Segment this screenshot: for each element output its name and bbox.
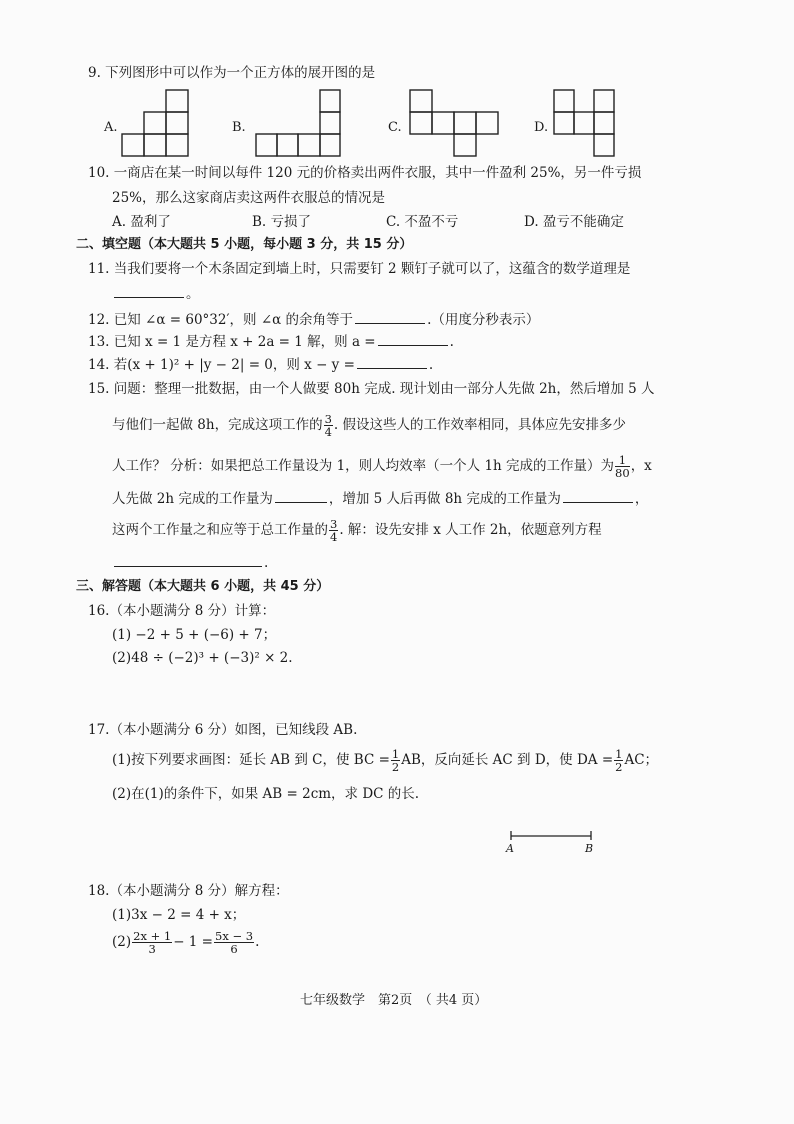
q15-line5-text: 这两个工作量之和应等于总工作量的: [112, 522, 328, 538]
q11-line1: 11. 当我们要将一个木条固定到墙上时，只需要钉 2 颗钉子就可以了，这蕴含的数学道理是: [88, 261, 631, 277]
q15-line6: [112, 553, 268, 572]
q18-fraction-left: $\frac{2x + 1}{3}$: [133, 929, 172, 956]
q13: [88, 332, 454, 351]
q11-blank[interactable]: [114, 284, 184, 298]
q17-part1-text: (1)按下列要求画图：延长 AB 到 C，使 BC =: [112, 752, 390, 768]
q9-option-d-net: [554, 90, 634, 160]
q9-option-b-label: B.: [232, 120, 246, 135]
q10-option-d: D. 盈亏不能确定: [524, 214, 624, 230]
page-footer: 七年级数学 第2页 （ 共4 页）: [300, 993, 488, 1008]
q9-option-c-label: C.: [388, 120, 402, 135]
q15-blank-3[interactable]: [114, 553, 262, 567]
q15-line1: 15. 问题：整理一批数据，由一个人做要 80h 完成. 现计划由一部分人先做 2h，然后增加 5 人: [88, 381, 655, 397]
q15-line4-end: ，: [634, 491, 649, 507]
q9-option-c-net: [410, 90, 510, 160]
q13-end: .: [449, 334, 454, 350]
q9-option-d-label: D.: [534, 120, 549, 135]
q9-stem: 9. 下列图形中可以作为一个正方体的展开图的是: [88, 65, 376, 81]
q10-line2: 25%，那么这家商店卖这两件衣服总的情况是: [112, 190, 386, 206]
q17-point-b-label: B: [585, 842, 594, 855]
q14: [88, 355, 433, 374]
q14-end: .: [428, 357, 434, 373]
q18-part2-label: (2): [112, 934, 132, 950]
q11-end: 。: [186, 286, 200, 302]
section-3-heading: 三、解答题（本大题共 6 小题，共 45 分）: [76, 579, 330, 594]
q15-line2: [112, 411, 626, 439]
q17-part2: (2)在(1)的条件下，如果 AB = 2cm，求 DC 的长.: [112, 786, 420, 802]
q15-line4-text: 人先做 2h 完成的工作量为: [112, 491, 273, 507]
section-2-heading: 二、填空题（本大题共 5 小题，每小题 3 分，共 15 分）: [76, 237, 413, 252]
q15-fraction-3-4-b: $\frac{3}{4}$: [330, 517, 338, 544]
q15-line4: [112, 489, 648, 508]
q10-option-a: A. 盈利了: [112, 214, 171, 230]
q16-part1: (1) −2 + 5 + (−6) + 7；: [112, 627, 277, 643]
q9-option-a-label: A.: [104, 120, 118, 135]
q18-part2: [112, 926, 259, 958]
q15-line3-rest: ，x: [630, 458, 652, 474]
q17-part1-end: AC；: [624, 752, 659, 768]
q17-point-a-label: A: [506, 842, 514, 855]
q16-part2: (2)48 ÷ (−2)³ + (−3)² × 2.: [112, 650, 293, 666]
q10-option-c: C. 不盈不亏: [386, 214, 459, 230]
q15-line5-rest: . 解：设先安排 x 人工作 2h，依题意列方程: [339, 522, 602, 538]
q18-stem: 18.（本小题满分 8 分）解方程：: [88, 883, 289, 899]
q12-blank[interactable]: [355, 310, 425, 324]
q15-blank-2[interactable]: [563, 489, 633, 503]
q17-fraction-half-1: $\frac{1}{2}$: [391, 747, 400, 774]
q10-line1: 10. 一商店在某一时间以每件 120 元的价格卖出两件衣服，其中一件盈利 25%，另一件亏损: [88, 165, 642, 181]
q17-stem: 17.（本小题满分 6 分）如图，已知线段 AB.: [88, 722, 358, 738]
q9-option-a-net: [122, 90, 192, 160]
q10-option-b: B. 亏损了: [252, 214, 312, 230]
q15-line5: [112, 516, 602, 544]
q15-line3-text: 人工作？ 分析：如果把总工作量设为 1，则人均效率（一个人 1h 完成的工作量）为: [112, 458, 615, 474]
q17-part1: [112, 746, 658, 774]
q13-blank[interactable]: [378, 332, 448, 346]
q9-option-b-net: [256, 90, 346, 160]
q12: [88, 310, 539, 329]
q15-fraction-1-80: $\frac{1}{80}$: [615, 453, 630, 480]
q15-line2-rest: . 假设这些人的工作效率相同，具体应先安排多少: [333, 417, 626, 433]
q18-part2-end: .: [255, 934, 260, 950]
q12-note: .（用度分秒表示）: [427, 312, 540, 328]
q11-answer-line: [112, 284, 200, 303]
q15-end: .: [264, 555, 269, 571]
q16-stem: 16.（本小题满分 8 分）计算：: [88, 603, 276, 619]
q15-line2-text: 与他们一起做 8h，完成这项工作的: [112, 417, 323, 433]
q14-blank[interactable]: [357, 355, 427, 369]
q12-text: 12. 已知 ∠α = 60°32′，则 ∠α 的余角等于: [88, 312, 354, 328]
q15-blank-1[interactable]: [275, 489, 327, 503]
q18-part1: (1)3x − 2 = 4 + x；: [112, 907, 246, 923]
q14-text: 14. 若(x + 1)² + |y − 2| = 0，则 x − y =: [88, 357, 355, 373]
q18-fraction-right: $\frac{5x - 3}{6}$: [215, 929, 254, 956]
q17-part1-mid: AB，反向延长 AC 到 D，使 DA =: [401, 752, 614, 768]
q13-text: 13. 已知 x = 1 是方程 x + 2a = 1 解，则 a =: [88, 334, 376, 350]
q18-part2-mid: − 1 =: [173, 934, 213, 950]
q15-line4-mid: ，增加 5 人后再做 8h 完成的工作量为: [328, 491, 561, 507]
q17-fraction-half-2: $\frac{1}{2}$: [615, 747, 623, 774]
q15-fraction-3-4: $\frac{3}{4}$: [324, 412, 332, 439]
q15-line3: [112, 452, 652, 480]
